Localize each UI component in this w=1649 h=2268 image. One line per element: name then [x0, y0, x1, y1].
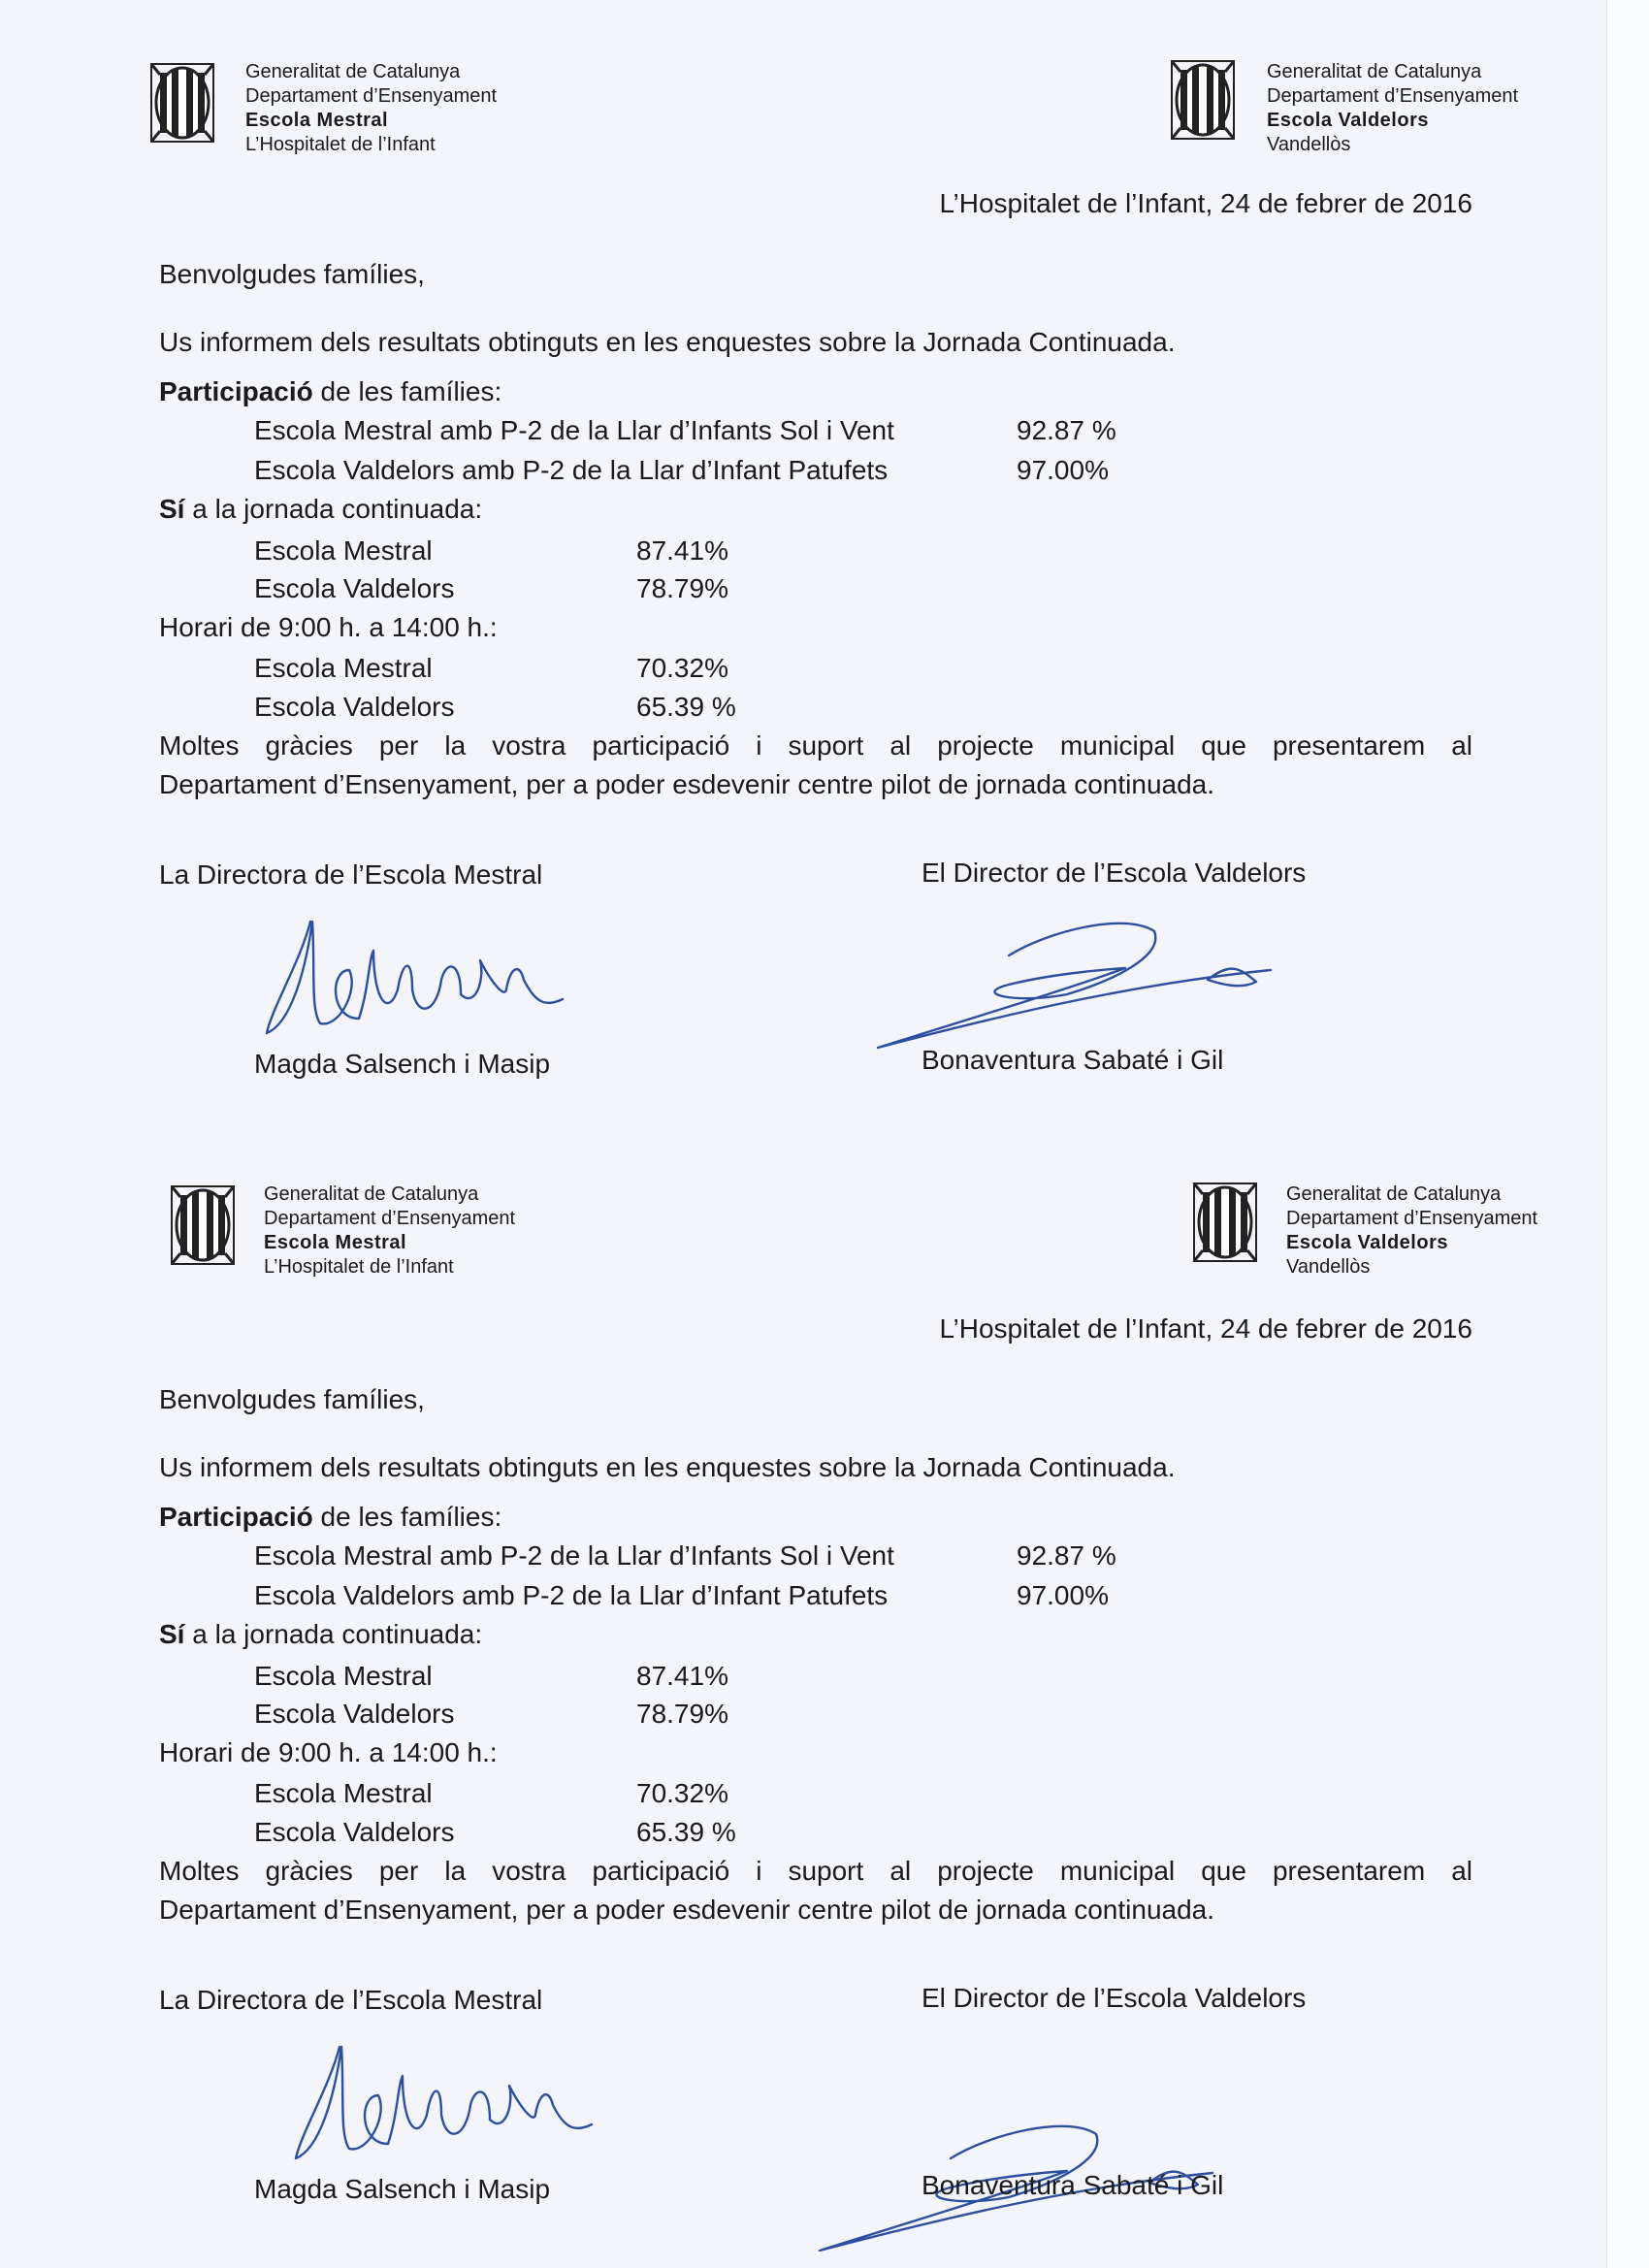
yes-row-label: Escola Valdelors	[254, 573, 455, 603]
header-town: Vandellòs	[1286, 1256, 1371, 1278]
closing-paragraph	[159, 727, 1472, 804]
generalitat-logo-icon	[1171, 60, 1235, 140]
header-left	[245, 60, 497, 157]
participation-row-value: 97.00%	[1017, 1580, 1109, 1610]
header-right	[1286, 1183, 1537, 1280]
yes-row-label: Escola Valdelors	[254, 1699, 455, 1729]
participation-row-value: 92.87 %	[1017, 415, 1116, 445]
schedule-heading: Horari de 9:00 h. a 14:00 h.:	[159, 1737, 498, 1767]
header-org: Generalitat de Catalunya	[1267, 61, 1482, 82]
signer-left-role: La Directora de l’Escola Mestral	[159, 859, 543, 890]
signer-right-name: Bonaventura Sabaté i Gil	[922, 1045, 1224, 1075]
yes-row-value: 78.79%	[636, 573, 728, 603]
closing-line: Moltes gràcies per la vostra participació i suport al projecte municipal que presentarem al	[159, 1856, 1472, 1886]
signer-right-role: El Director de l’Escola Valdelors	[922, 1983, 1307, 2013]
closing-line: Departament d’Ensenyament, per a poder esdevenir centre pilot de jornada continuada.	[159, 769, 1215, 799]
signature-left	[281, 2027, 601, 2173]
header-department: Departament d’Ensenyament	[1286, 1208, 1538, 1229]
participation-row-label: Escola Mestral amb P-2 de la Llar d’Infants Sol i Vent	[254, 1540, 894, 1571]
intro-text: Us informem dels resultats obtinguts en les enquestes sobre la Jornada Continuada.	[159, 1452, 1176, 1482]
header-town: L’Hospitalet de l’Infant	[245, 134, 436, 155]
schedule-row-label: Escola Valdelors	[254, 692, 455, 722]
signer-right-name: Bonaventura Sabaté i Gil	[922, 2170, 1224, 2200]
header-school: Escola Valdelors	[1267, 110, 1429, 131]
header-school: Escola Mestral	[264, 1232, 407, 1253]
signer-left-role: La Directora de l’Escola Mestral	[159, 1985, 543, 2015]
header-town: L’Hospitalet de l’Infant	[264, 1256, 454, 1278]
participation-heading	[159, 375, 501, 408]
participation-bold: Participació	[159, 1502, 313, 1532]
intro-text: Us informem dels resultats obtinguts en les enquestes sobre la Jornada Continuada.	[159, 327, 1176, 357]
yes-bold: Sí	[159, 1619, 185, 1649]
schedule-row-value: 70.32%	[636, 653, 728, 683]
header-department: Departament d’Ensenyament	[264, 1208, 516, 1229]
closing-paragraph	[159, 1852, 1472, 1929]
header-town: Vandellòs	[1267, 134, 1351, 155]
generalitat-logo-icon	[1193, 1183, 1257, 1262]
signature-left	[252, 902, 572, 1048]
yes-rest: a la jornada continuada:	[184, 1619, 483, 1649]
participation-rest: de les famílies:	[312, 1502, 502, 1532]
schedule-row-value: 70.32%	[636, 1778, 728, 1808]
participation-bold: Participació	[159, 376, 313, 406]
signer-left-name: Magda Salsench i Masip	[254, 1049, 551, 1079]
letter	[0, 1125, 1649, 2251]
schedule-heading: Horari de 9:00 h. a 14:00 h.:	[159, 612, 498, 642]
generalitat-logo-icon	[150, 63, 214, 143]
yes-row-label: Escola Mestral	[254, 1661, 433, 1691]
greeting: Benvolgudes famílies,	[159, 1384, 425, 1414]
participation-rest: de les famílies:	[312, 376, 502, 406]
header-right	[1267, 60, 1518, 157]
participation-row-value: 97.00%	[1017, 455, 1109, 485]
header-department: Departament d’Ensenyament	[1267, 85, 1519, 107]
yes-heading	[159, 493, 482, 526]
header-org: Generalitat de Catalunya	[245, 61, 461, 82]
schedule-row-label: Escola Mestral	[254, 1778, 433, 1808]
yes-row-value: 87.41%	[636, 535, 728, 566]
schedule-row-label: Escola Mestral	[254, 653, 433, 683]
signature-right	[873, 902, 1329, 1057]
header-department: Departament d’Ensenyament	[245, 85, 498, 107]
signer-left-name: Magda Salsench i Masip	[254, 2174, 551, 2204]
participation-row-value: 92.87 %	[1017, 1540, 1116, 1571]
header-school: Escola Mestral	[245, 110, 389, 131]
yes-rest: a la jornada continuada:	[184, 494, 483, 524]
schedule-row-label: Escola Valdelors	[254, 1817, 455, 1847]
participation-row-label: Escola Valdelors amb P-2 de la Llar d’Infant Patufets	[254, 455, 889, 485]
header-left	[264, 1183, 515, 1280]
yes-bold: Sí	[159, 494, 185, 524]
yes-row-value: 87.41%	[636, 1661, 728, 1691]
greeting: Benvolgudes famílies,	[159, 259, 425, 289]
closing-line: Departament d’Ensenyament, per a poder esdevenir centre pilot de jornada continuada.	[159, 1895, 1215, 1925]
letter-date: L’Hospitalet de l’Infant, 24 de febrer de 2016	[939, 188, 1472, 218]
participation-row-label: Escola Valdelors amb P-2 de la Llar d’Infant Patufets	[254, 1580, 889, 1610]
signer-right-role: El Director de l’Escola Valdelors	[922, 858, 1307, 888]
schedule-row-value: 65.39 %	[636, 692, 736, 722]
schedule-row-value: 65.39 %	[636, 1817, 736, 1847]
letter	[0, 0, 1649, 1125]
yes-row-value: 78.79%	[636, 1699, 728, 1729]
closing-line: Moltes gràcies per la vostra participació i suport al projecte municipal que presentarem al	[159, 730, 1472, 761]
participation-row-label: Escola Mestral amb P-2 de la Llar d’Infants Sol i Vent	[254, 415, 894, 445]
header-org: Generalitat de Catalunya	[1286, 1183, 1502, 1205]
yes-row-label: Escola Mestral	[254, 535, 433, 566]
participation-heading	[159, 1501, 501, 1534]
yes-heading	[159, 1618, 482, 1651]
header-school: Escola Valdelors	[1286, 1232, 1448, 1253]
generalitat-logo-icon	[171, 1185, 235, 1265]
header-org: Generalitat de Catalunya	[264, 1183, 479, 1205]
letter-date: L’Hospitalet de l’Infant, 24 de febrer de 2016	[939, 1313, 1472, 1344]
